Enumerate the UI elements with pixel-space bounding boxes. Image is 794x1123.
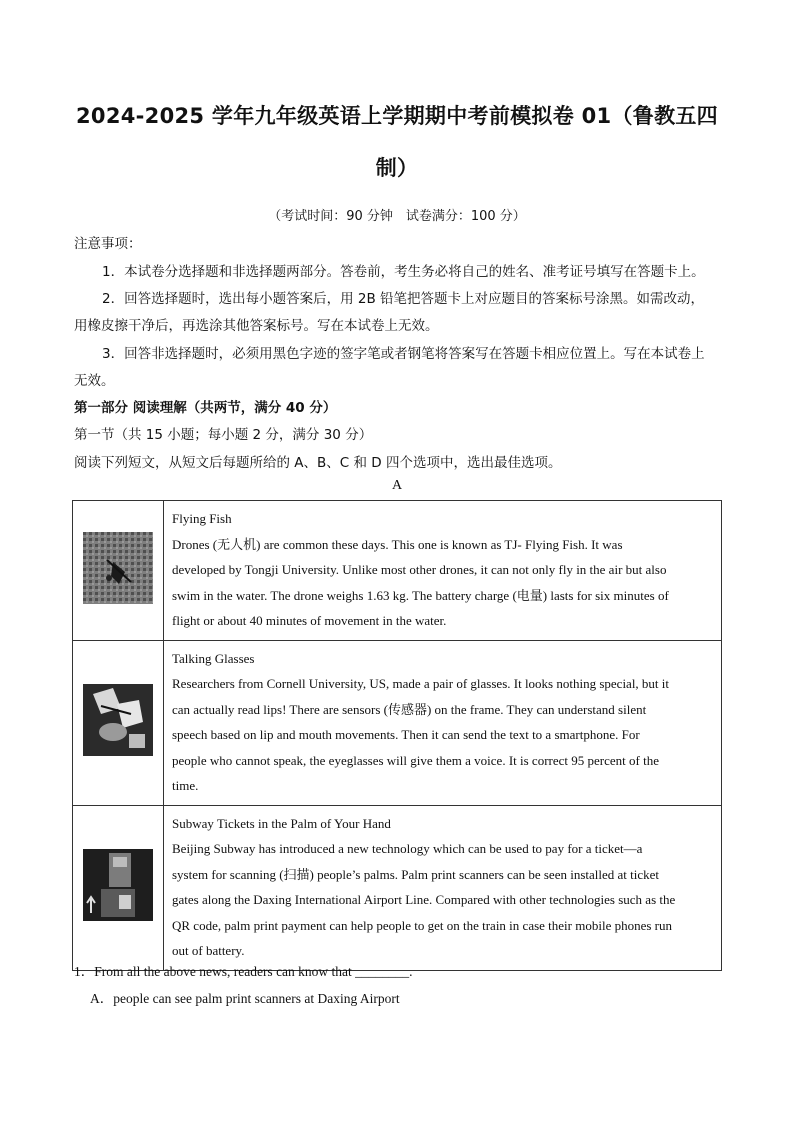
- news-line: can actually read lips! There are sensors (传感器) on the frame. They can understand silent: [172, 701, 647, 717]
- news-image-cell: [73, 640, 164, 805]
- news-line: QR code, palm print payment can help people to get on the train in case their mobile phones run: [172, 917, 672, 933]
- glasses-photo-icon: [83, 684, 153, 756]
- news-text-cell: [164, 805, 722, 970]
- note-item-2-line1: 2．回答选择题时，选出每小题答案后，用 2B 铅笔把答题卡上对应题目的答案标号涂黑。如需改动，: [102, 291, 705, 307]
- news-title: Flying Fish: [172, 511, 232, 526]
- news-line: developed by Tongji University. Unlike most other drones, it can not only fly in the air but also: [172, 562, 667, 577]
- news-line: swim in the water. The drone weighs 1.63 kg. The battery charge (电量) lasts for six minutes of: [172, 587, 669, 603]
- news-line: time.: [172, 778, 199, 793]
- question-1-option-a[interactable]: A．people can see palm print scanners at Daxing Airport: [90, 991, 400, 1006]
- news-title: Subway Tickets in the Palm of Your Hand: [172, 815, 391, 831]
- notes-heading: 注意事项：: [74, 236, 142, 252]
- news-row-flying-fish: [73, 501, 722, 641]
- exam-title-line2: 制）: [375, 156, 419, 180]
- reading-instruction: 阅读下列短文，从短文后每题所给的 A、B、C 和 D 四个选项中，选出最佳选项。: [74, 455, 562, 471]
- news-row-subway-tickets: [73, 805, 722, 970]
- passage-label: A: [391, 478, 403, 493]
- news-text-cell: [164, 640, 722, 805]
- part1-subheading: 第一节（共 15 小题；每小题 2 分，满分 30 分）: [74, 427, 373, 443]
- exam-info: （考试时间：90 分钟 试卷满分：100 分）: [268, 209, 526, 224]
- news-row-talking-glasses: [73, 640, 722, 805]
- news-image-cell: [73, 501, 164, 641]
- news-line: system for scanning (扫描) people’s palms. Palm print scanners can be seen installed at ticket: [172, 866, 660, 882]
- news-image-cell: [73, 805, 164, 970]
- note-item-3-line1: 3．回答非选择题时，必须用黑色字迹的签字笔或者钢笔将答案写在答题卡相应位置上。写在本试卷上: [102, 346, 705, 362]
- question-1-stem: 1．From all the above news, readers can know that ________.: [74, 964, 413, 979]
- palm-scanner-photo-icon: [83, 849, 153, 921]
- note-item-2-line2: 用橡皮擦干净后，再选涂其他答案标号。写在本试卷上无效。: [74, 318, 439, 334]
- news-title: Talking Glasses: [172, 650, 255, 666]
- news-line: flight or about 40 minutes of movement in the water.: [172, 613, 447, 628]
- drone-photo-icon: [83, 532, 153, 604]
- part1-heading: 第一部分 阅读理解（共两节，满分 40 分）: [74, 400, 337, 416]
- news-text-cell: [164, 501, 722, 641]
- news-line: speech based on lip and mouth movements. Then it can send the text to a smartphone. For: [172, 727, 640, 742]
- news-line: Beijing Subway has introduced a new technology which can be used to pay for a ticket—a: [172, 841, 643, 856]
- news-line: gates along the Daxing International Airport Line. Compared with other technologies such as the: [172, 892, 676, 907]
- news-line: Researchers from Cornell University, US, made a pair of glasses. It looks nothing special, but it: [172, 676, 670, 691]
- note-item-1: 1．本试卷分选择题和非选择题两部分。答卷前，考生务必将自己的姓名、准考证号填写在答题卡上。: [102, 264, 705, 280]
- news-line: Drones (无人机) are common these days. This one is known as TJ- Flying Fish. It was: [172, 536, 623, 552]
- news-line: out of battery.: [172, 943, 245, 958]
- note-item-3-line2: 无效。: [74, 373, 115, 389]
- exam-title-line1: 2024-2025 学年九年级英语上学期期中考前模拟卷 01（鲁教五四: [76, 104, 718, 128]
- news-line: people who cannot speak, the eyeglasses will give them a voice. It is correct 95 percent of the: [172, 752, 659, 768]
- news-table: [72, 500, 722, 971]
